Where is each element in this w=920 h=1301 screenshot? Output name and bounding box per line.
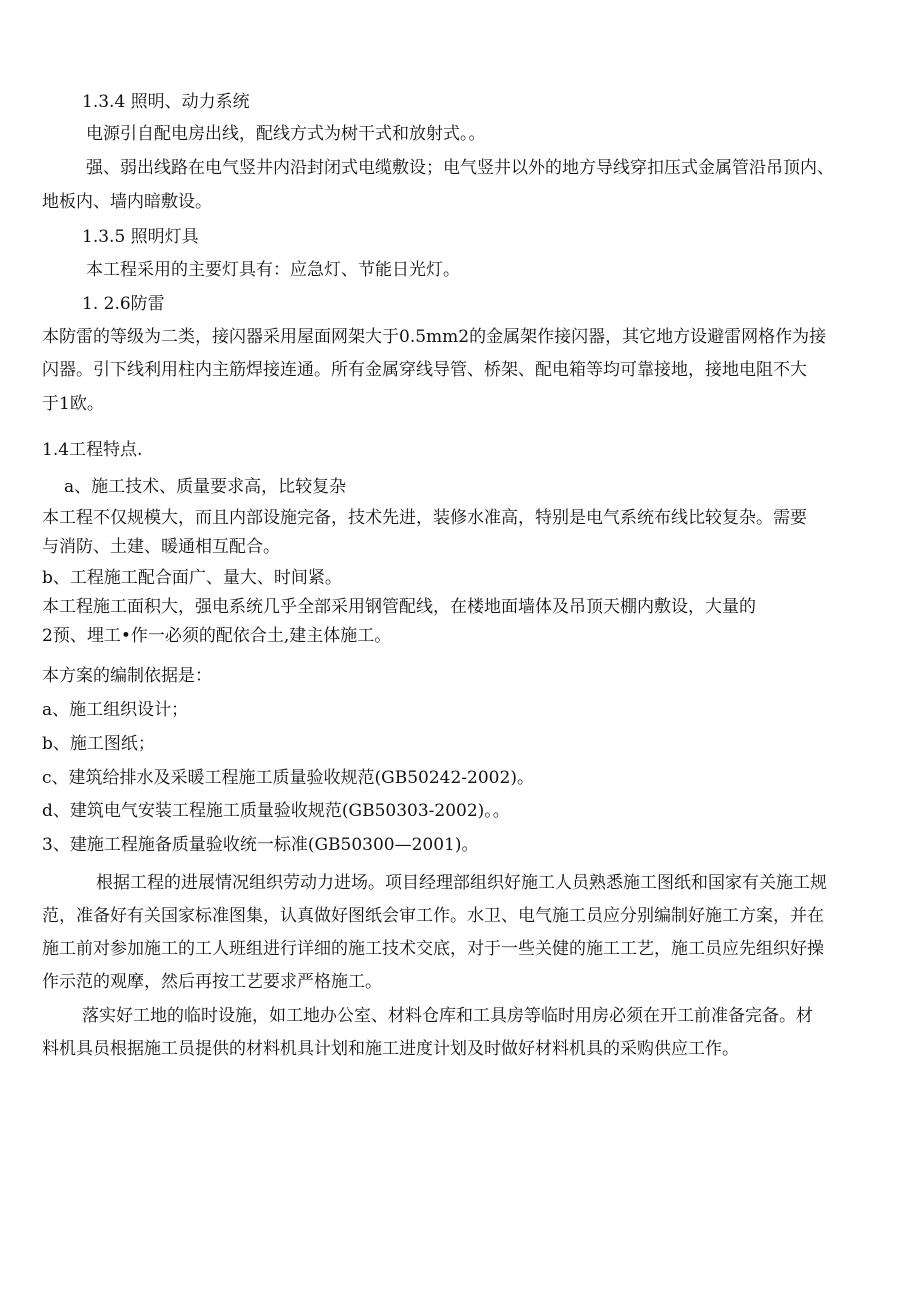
heading-1-3-4: 1.3.4 照明、动力系统 [82, 92, 250, 112]
paragraph-line: 本防雷的等级为二类，接闪器采用屋面网架大于0.5mm2的金属架作接闪器，其它地方设避雷网格作为接 [42, 327, 827, 347]
paragraph-line: 本工程不仅规模大，而且内部设施完备，技术先进，装修水准高，特别是电气系统布线比较复杂。需要 [42, 508, 807, 528]
paragraph-line: 闪器。引下线利用柱内主筋焊接连通。所有金属穿线导管、桥架、配电箱等均可靠接地，接地电阻不大 [42, 360, 807, 380]
paragraph-line: 本工程施工面积大，强电系统几乎全部采用钢管配线，在楼地面墙体及吊顶天棚内敷设，大量的 [42, 597, 756, 617]
list-item: a、施工组织设计； [42, 700, 189, 720]
paragraph-line: 料机具员根据施工员提供的材料机具计划和施工进度计划及时做好材料机具的采购供应工作。 [42, 1039, 739, 1059]
paragraph-line: 作示范的观摩，然后再按工艺要求严格施工。 [42, 972, 382, 992]
paragraph-line: 电源引自配电房出线，配线方式为树干式和放射式。。 [86, 124, 486, 144]
list-item: c、建筑给排水及采暖工程施工质量验收规范(GB50242-2002)。 [42, 768, 534, 788]
heading-1-2-6: 1. 2.6防雷 [82, 294, 165, 314]
paragraph-line: 强、弱出线路在电气竖井内沿封闭式电缆敷设；电气竖井以外的地方导线穿扣压式金属管沿吊顶内、 [86, 158, 834, 178]
paragraph-line: 地板内、墙内暗敷设。 [42, 192, 212, 212]
paragraph-line: 本方案的编制依据是： [42, 666, 212, 686]
heading-1-4: 1.4工程特点. [42, 440, 143, 460]
paragraph-line: 根据工程的进展情况组织劳动力进场。项目经理部组织好施工人员熟悉施工图纸和国家有关施工规 [96, 873, 827, 893]
paragraph-line: 本工程采用的主要灯具有：应急灯、节能日光灯。 [86, 260, 460, 280]
list-item: d、建筑电气安装工程施工质量验收规范(GB50303-2002)。。 [42, 801, 510, 821]
list-item: a、施工技术、质量要求高，比较复杂 [64, 477, 347, 497]
paragraph-line: 于1欧。 [42, 394, 104, 414]
heading-1-3-5: 1.3.5 照明灯具 [82, 227, 199, 247]
paragraph-line: 落实好工地的临时设施，如工地办公室、材料仓库和工具房等临时用房必须在开工前准备完备。材 [82, 1006, 813, 1026]
paragraph-line: 施工前对参加施工的工人班组进行详细的施工技术交底，对于一些关健的施工工艺，施工员应先组织好操 [42, 939, 824, 959]
list-item: b、施工图纸； [42, 734, 155, 754]
paragraph-line: 范，准备好有关国家标准图集，认真做好图纸会审工作。水卫、电气施工员应分别编制好施工方案，并在 [42, 906, 824, 926]
list-item: 3、建施工程施备质量验收统一标准(GB50300—2001)。 [42, 835, 479, 855]
paragraph-line: 与消防、土建、暖通相互配合。 [42, 537, 280, 557]
list-item: b、工程施工配合面广、量大、时间紧。 [42, 568, 342, 588]
paragraph-line: 2预、埋工•作一必须的配依合土,建主体施工。 [42, 626, 392, 646]
